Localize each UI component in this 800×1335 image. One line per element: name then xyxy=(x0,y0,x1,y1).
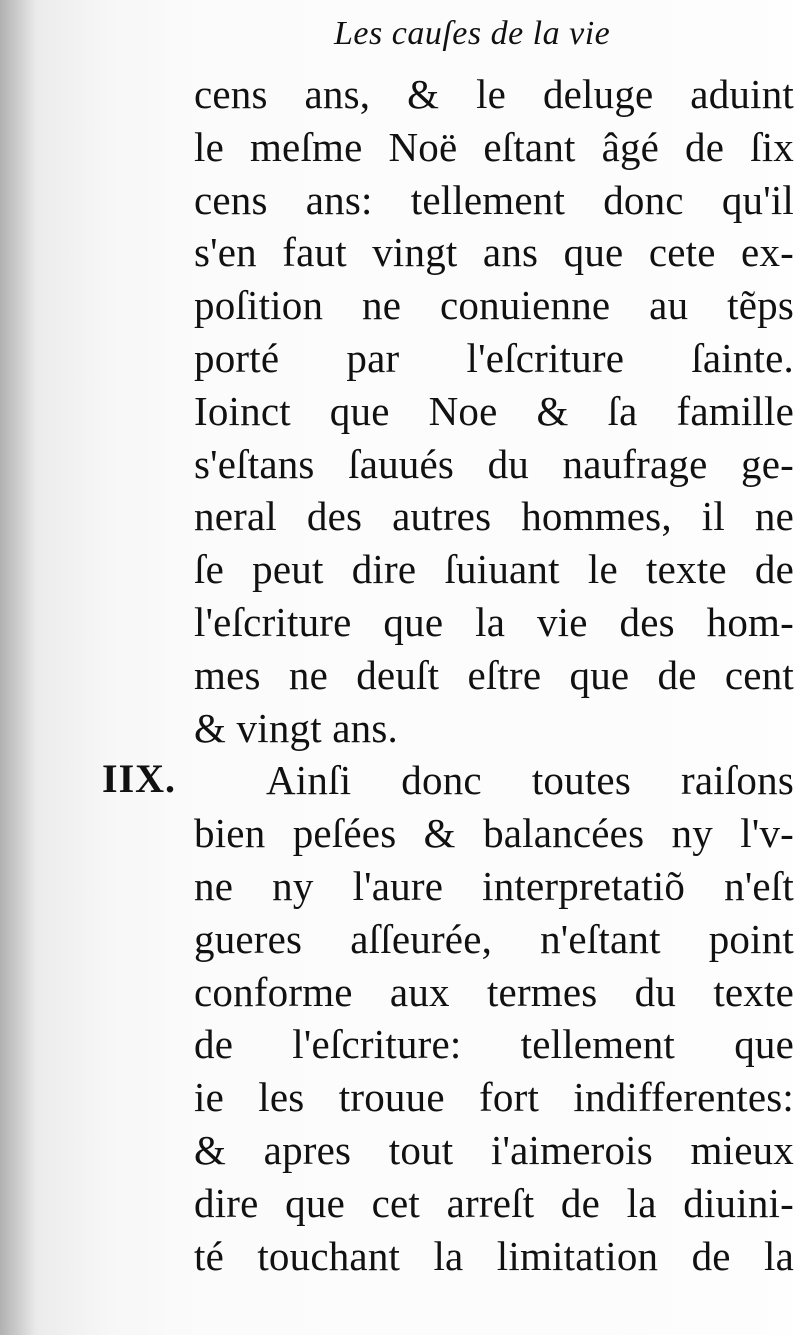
text-line: ſe peut dire ſuiuant le texte de xyxy=(194,546,794,593)
text-line: le meſme Noë eſtant âgé de ſix xyxy=(194,123,794,170)
text-line: s'en faut vingt ans que cete ex- xyxy=(194,229,794,276)
text-line: bien peſées & balancées ny l'v- xyxy=(194,810,794,857)
running-head: Les cauſes de la vie xyxy=(334,15,611,52)
text-line: dire que cet arreſt de la diuini- xyxy=(194,1179,794,1226)
gutter-shadow xyxy=(0,0,36,1335)
text-line-paragraph-start: Ainſi donc toutes raiſons xyxy=(266,757,794,804)
text-line: Ioinct que Noe & ſa famille xyxy=(194,387,794,434)
text-line: ie les trouue fort indifferentes: xyxy=(194,1074,794,1121)
text-line: s'eſtans ſauués du naufrage ge- xyxy=(194,440,794,487)
text-line: poſition ne conuienne au tẽps xyxy=(194,282,794,329)
text-line: & apres tout i'aimerois mieux xyxy=(194,1126,794,1173)
text-line: mes ne deuſt eſtre que de cent xyxy=(194,651,794,698)
body-text xyxy=(194,68,794,1282)
text-line: neral des autres hommes, il ne xyxy=(194,493,794,540)
text-line: conforme aux termes du texte xyxy=(194,968,794,1015)
text-line: té touchant la limitation de la xyxy=(194,1232,794,1279)
text-line: gueres aſſeurée, n'eſtant point xyxy=(194,915,794,962)
text-line: l'eſcriture que la vie des hom- xyxy=(194,598,794,645)
text-line: & vingt ans. xyxy=(194,704,398,751)
text-line: porté par l'eſcriture ſainte. xyxy=(194,334,794,381)
section-number: IIX. xyxy=(102,756,177,801)
text-line: ne ny l'aure interpretatiõ n'eſt xyxy=(194,862,794,909)
text-line: de l'eſcriture: tellement que xyxy=(194,1021,794,1068)
text-line: cens ans, & le deluge aduint xyxy=(194,71,794,117)
text-line: cens ans: tellement donc qu'il xyxy=(194,176,794,223)
